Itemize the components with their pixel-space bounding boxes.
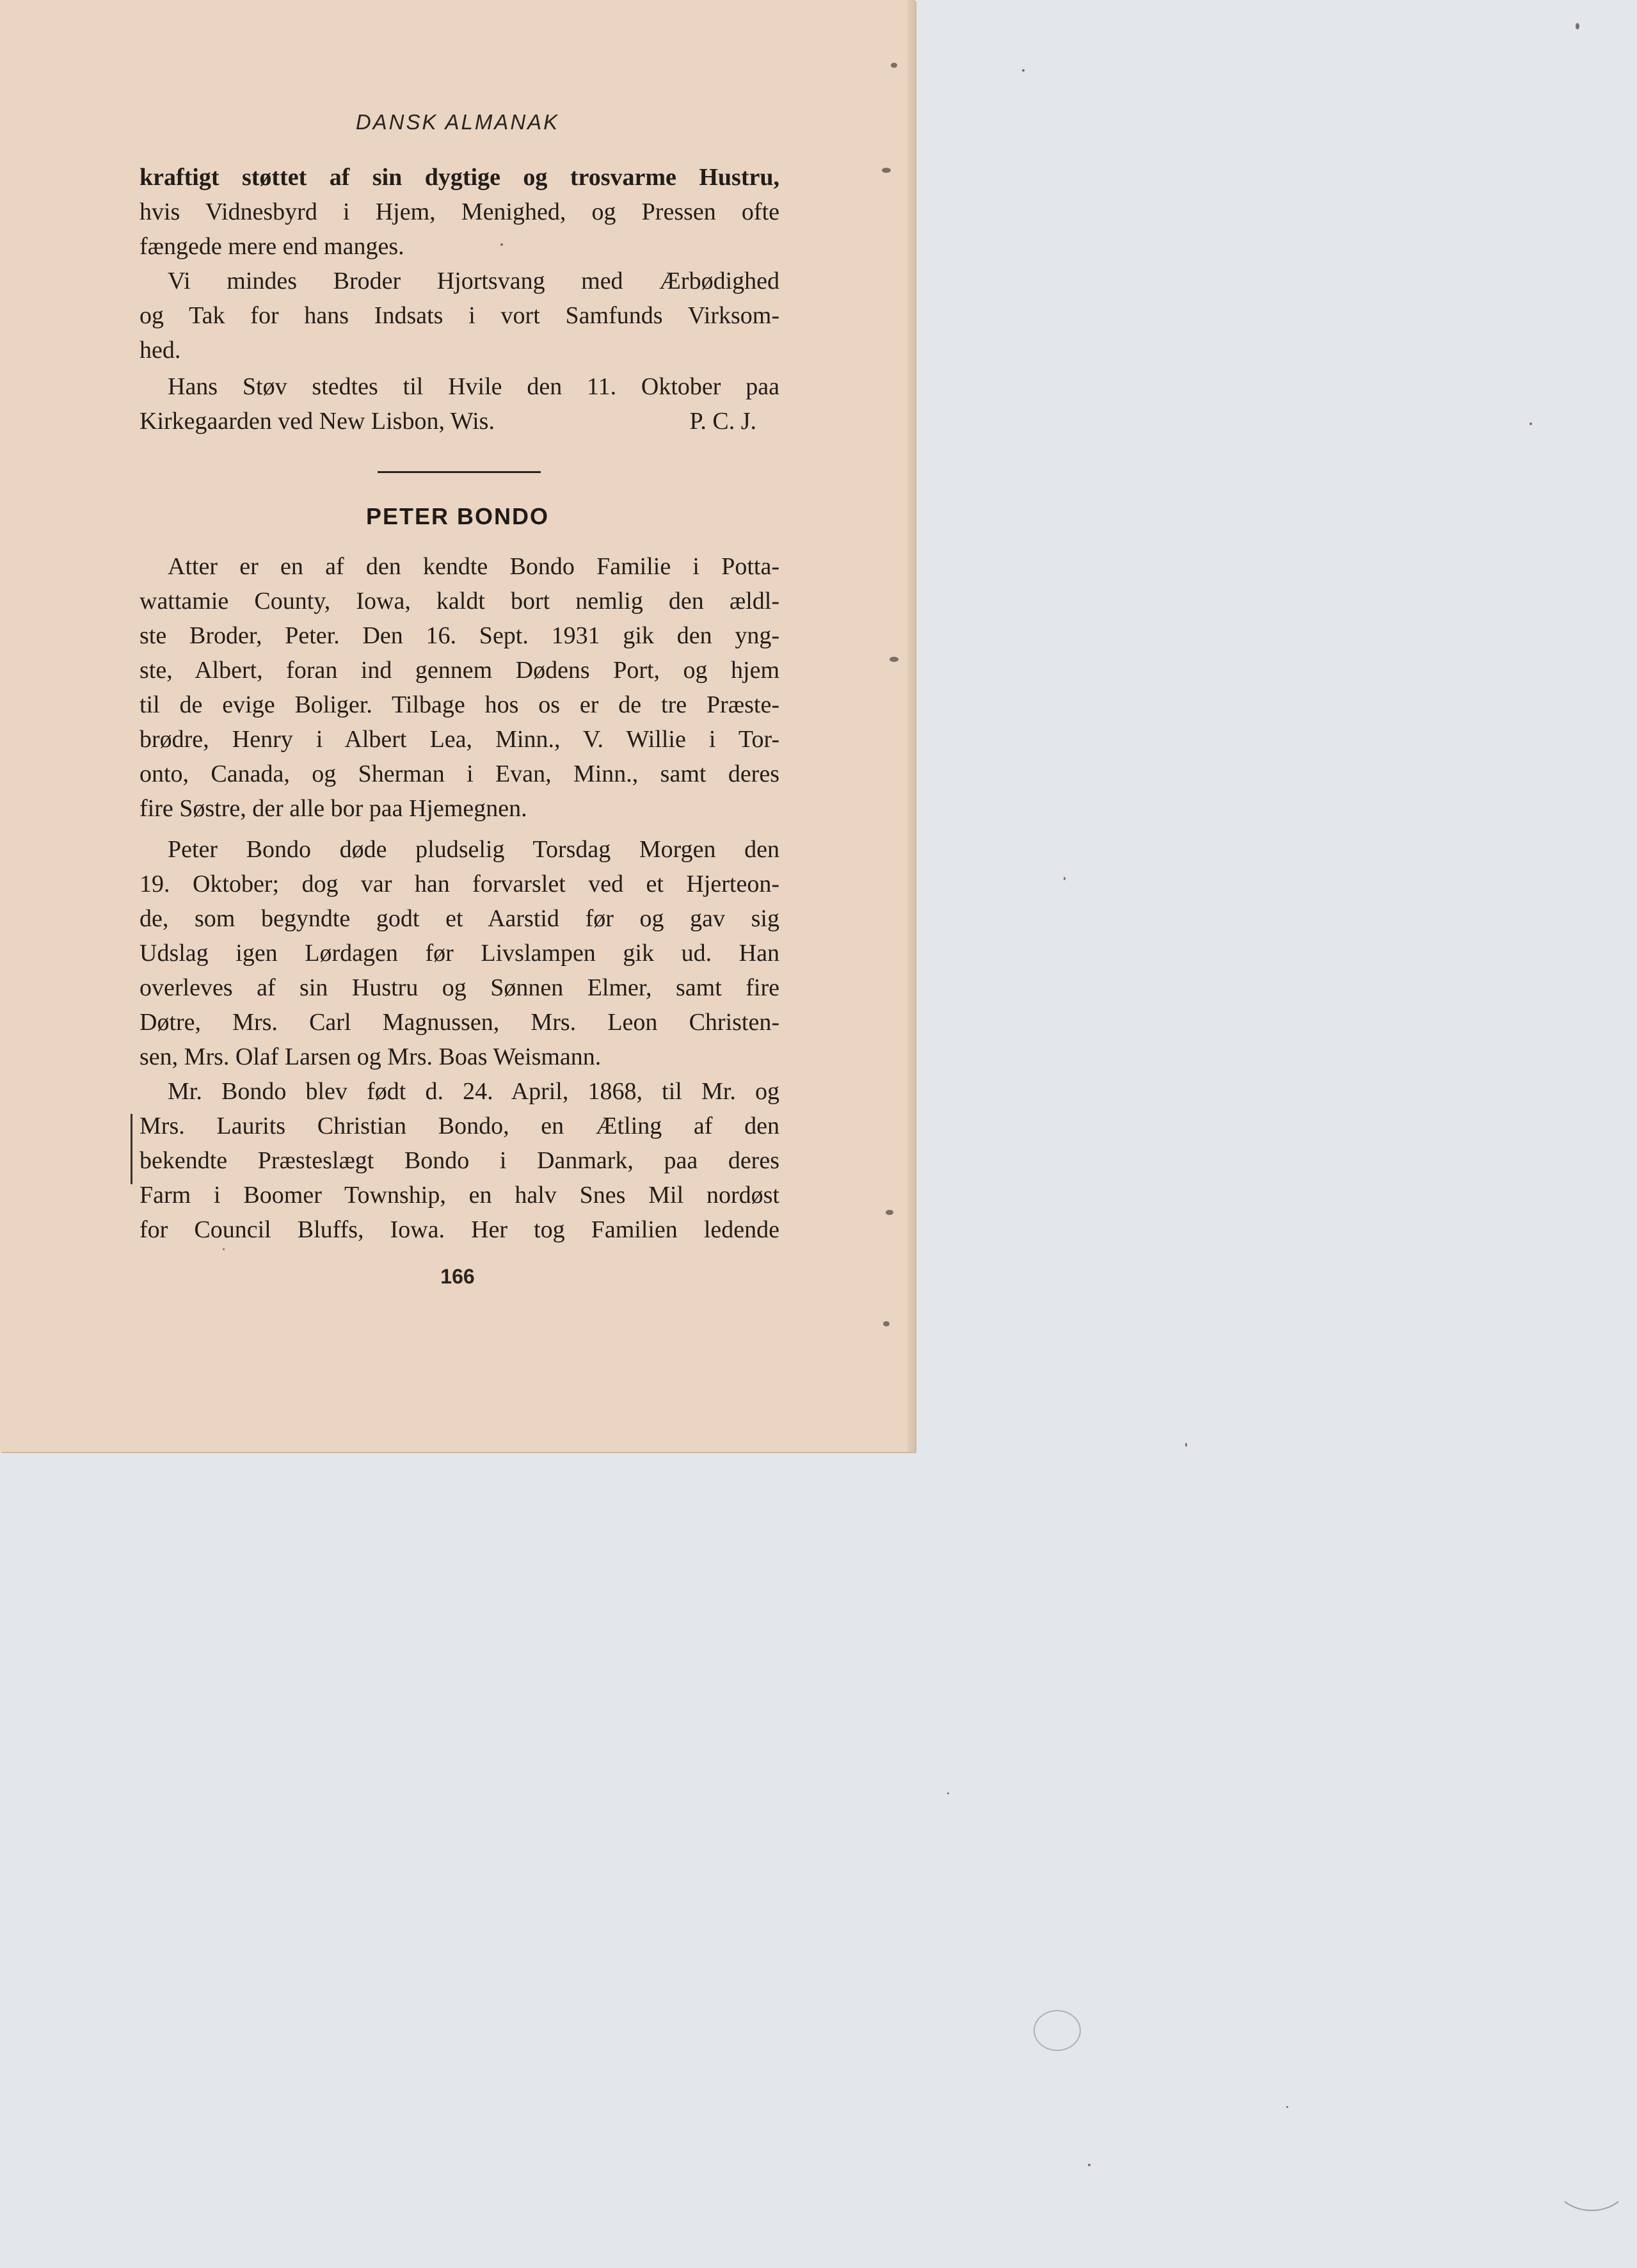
text-line: Hans Støv stedtes til Hvile den 11. Oktober paa (168, 373, 779, 400)
margin-pencil-mark (131, 1114, 132, 1184)
dust-speck (1185, 1443, 1187, 1447)
dust-speck (1529, 422, 1532, 425)
text-line: Peter Bondo døde pludselig Torsdag Morgen den (168, 836, 779, 863)
binding-hole-mark (890, 657, 898, 662)
text-line: sen, Mrs. Olaf Larsen og Mrs. Boas Weismann. (140, 1043, 602, 1070)
text-line: Udslag igen Lørdagen før Livslampen gik ud. Han (140, 940, 779, 967)
text-line: wattamie County, Iowa, kaldt bort nemlig den ældl- (140, 588, 779, 615)
obituary-body (140, 549, 779, 826)
text-line: Atter er en af den kendte Bondo Familie i Potta- (168, 553, 779, 580)
text-line: 19. Oktober; dog var han forvarslet ved et Hjerteon- (140, 871, 779, 897)
scan-scuff (1034, 2010, 1081, 2051)
text-line: Mrs. Laurits Christian Bondo, en Ætling af den (140, 1113, 779, 1139)
section-divider (378, 471, 541, 473)
page-edge (907, 0, 915, 1452)
text-line: Farm i Boomer Township, en halv Snes Mil nordøst (140, 1182, 779, 1209)
text-line: ste, Albert, foran ind gennem Dødens Port, og hjem (140, 657, 779, 684)
dust-speck (223, 1248, 225, 1250)
scanned-page (0, 0, 915, 1452)
upper-text-block (140, 160, 779, 367)
binding-hole-mark (891, 63, 897, 68)
scan-scuff (1555, 2157, 1628, 2211)
text-line: Mr. Bondo blev født d. 24. April, 1868, til Mr. og (168, 1078, 779, 1105)
signature-initials: P. C. J. (689, 408, 756, 435)
text-line: hvis Vidnesbyrd i Hjem, Menighed, og Pressen ofte (140, 198, 779, 225)
text-line: til de evige Boliger. Tilbage hos os er de tre Præste- (140, 691, 779, 718)
dust-speck (947, 1792, 949, 1794)
text-line: fængede mere end manges. (140, 233, 404, 260)
dust-speck (1022, 69, 1025, 72)
text-line-left: Kirkegaarden ved New Lisbon, Wis. (140, 408, 495, 435)
text-line: brødre, Henry i Albert Lea, Minn., V. Willie i Tor- (140, 726, 779, 753)
dust-speck (1286, 2106, 1288, 2108)
text-line: bekendte Præsteslægt Bondo i Danmark, paa deres (140, 1147, 779, 1174)
obituary-body (140, 832, 779, 1247)
text-line: de, som begyndte godt et Aarstid før og gav sig (140, 905, 779, 932)
dust-speck (1064, 877, 1066, 880)
text-line (140, 404, 779, 438)
binding-hole-mark (883, 1321, 890, 1326)
page-number: 166 (440, 1265, 475, 1288)
dust-speck (1088, 2164, 1090, 2166)
text-line: Vi mindes Broder Hjortsvang med Ærbødighed (168, 268, 779, 294)
text-line: kraftigt støttet af sin dygtige og trosvarme Hustru, (140, 164, 779, 191)
text-line: og Tak for hans Indsats i vort Samfunds Virksom- (140, 302, 779, 329)
text-line: onto, Canada, og Sherman i Evan, Minn., samt deres (140, 760, 779, 787)
dust-speck (1576, 23, 1579, 29)
obituary-heading: PETER BONDO (365, 503, 550, 529)
text-line: ste Broder, Peter. Den 16. Sept. 1931 gik den yng- (140, 622, 779, 649)
binding-hole-mark (886, 1210, 893, 1215)
closing-text-block (140, 369, 779, 438)
text-line: hed. (140, 337, 181, 364)
binding-hole-mark (882, 168, 891, 173)
text-line: fire Søstre, der alle bor paa Hjemegnen. (140, 795, 527, 822)
running-head: DANSK ALMANAK (355, 110, 560, 134)
text-line: overleves af sin Hustru og Sønnen Elmer, samt fire (140, 974, 779, 1001)
text-line: Døtre, Mrs. Carl Magnussen, Mrs. Leon Christen- (140, 1009, 779, 1036)
text-line: for Council Bluffs, Iowa. Her tog Familien ledende (140, 1216, 779, 1243)
